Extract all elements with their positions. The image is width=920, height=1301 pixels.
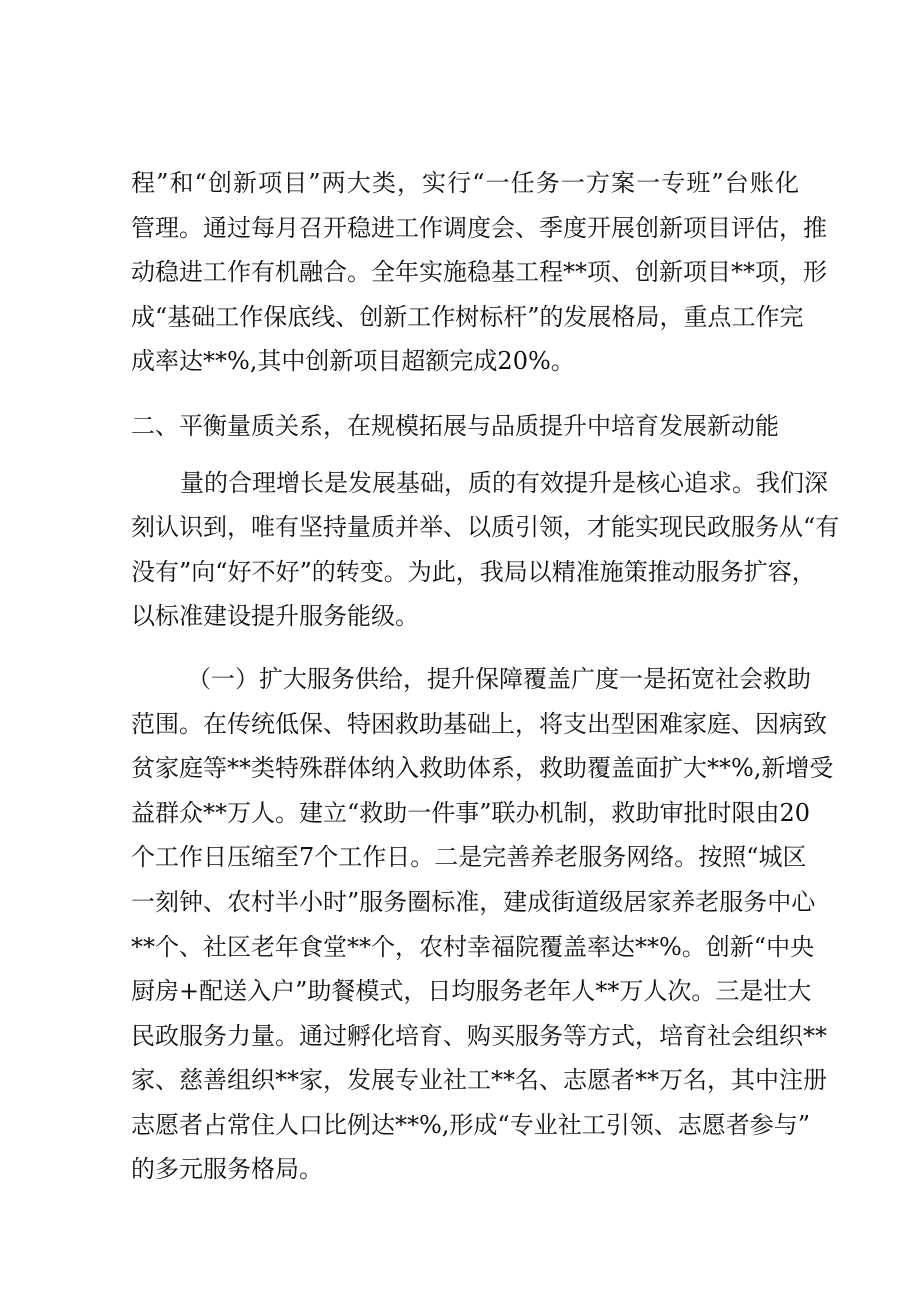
text-line: 量的合理增长是发展基础，质的有效提升是核心追求。我们深	[180, 468, 828, 497]
text-line: 一刻钟、农村半小时”服务圈标准，建成街道级居家养老服务中心	[131, 887, 816, 916]
text-line: 成“基础工作保底线、创新工作树标杆”的发展格局，重点工作完	[131, 302, 804, 331]
text-line: 程”和“创新项目”两大类，实行“一任务一方案一专班”台账化	[131, 169, 799, 197]
text-line: 民政服务力量。通过孵化培育、购买服务等方式，培育社会组织**	[131, 1021, 827, 1050]
text-line: 的多元服务格局。	[131, 1155, 323, 1184]
text-line: 个工作日压缩至7个工作日。二是完善养老服务网络。按照“城区	[131, 843, 807, 872]
document-body	[131, 161, 840, 1192]
spacer	[131, 449, 799, 461]
paragraph-1	[131, 161, 827, 384]
paragraph-2	[131, 461, 840, 639]
text-line: 刻认识到，唯有坚持量质并举、以质引领，才能实现民政服务从“有	[131, 513, 840, 542]
section-heading-2	[131, 404, 799, 449]
text-line: 厨房+配送入户”助餐模式，日均服务老年人**万人次。三是壮大	[131, 977, 812, 1006]
text-line: 志愿者占常住人口比例达**%,形成“专业社工引领、志愿者参与”	[131, 1110, 810, 1139]
text-line: 范围。在传统低保、特困救助基础上，将支出型困难家庭、因病致	[131, 709, 827, 738]
text-line: 动稳进工作有机融合。全年实施稳基工程**项、创新项目**项，形	[131, 258, 827, 287]
text-line: 益群众**万人。建立“救助一件事”联办机制，救助审批时限由20	[131, 798, 811, 827]
text-line: 以标准建设提升服务能级。	[131, 602, 419, 631]
text-line: **个、社区老年食堂**个，农村幸福院覆盖率达**%。创新“中央	[131, 932, 815, 961]
spacer	[131, 384, 799, 404]
text-line: 成率达**%,其中创新项目超额完成20%。	[131, 347, 575, 376]
heading-line: 二、平衡量质关系，在规模拓展与品质提升中培育发展新动能	[131, 411, 779, 440]
text-line: 没有”向“好不好”的转变。为此，我局以精准施策推动服务扩容，	[131, 557, 816, 586]
text-line: （一）扩大服务供给，提升保障覆盖广度一是拓宽社会救助	[187, 664, 811, 693]
paragraph-3	[131, 657, 834, 1192]
text-line: 贫家庭等**类特殊群体纳入救助体系，救助覆盖面扩大**%,新增受	[131, 754, 834, 783]
text-line: 管理。通过每月召开稳进工作调度会、季度开展创新项目评估，推	[131, 213, 827, 242]
text-line: 家、慈善组织**家，发展专业社工**名、志愿者**万名，其中注册	[131, 1066, 827, 1095]
spacer	[131, 639, 799, 657]
